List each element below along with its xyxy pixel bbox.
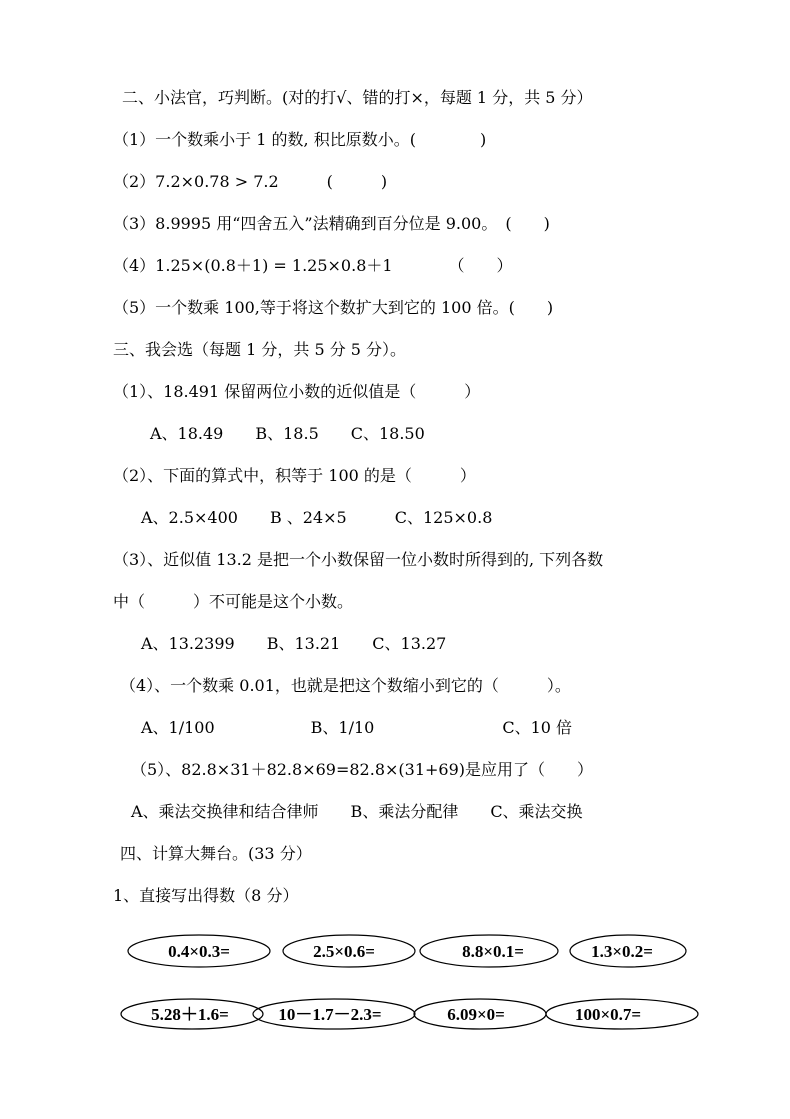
choice-options-2: A、2.5×400 B 、24×5 C、125×0.8 [141,508,493,527]
choice-question-5: （5）、82.8×31＋82.8×69=82.8×(31+69)是应用了（ ） [131,760,594,779]
judge-item-5: （5）一个数乘 100,等于将这个数扩大到它的 100 倍。( ) [113,298,554,317]
calc-text-1-2: 2.5×0.6= [313,942,375,961]
choice-question-4: （4）、一个数乘 0.01，也就是把这个数缩小到它的（ ）。 [120,676,571,695]
choice-question-1: （1）、18.491 保留两位小数的近似值是（ ） [113,382,481,401]
choice-options-3: A、13.2399 B、13.21 C、13.27 [141,634,447,653]
judge-item-3: （3）8.9995 用“四舍五入”法精确到百分位是 9.00。 ( ) [113,214,550,233]
judge-item-4: （4）1.25×(0.8＋1) = 1.25×0.8＋1 （ ） [113,256,513,275]
calc-oval-1-3 [420,935,558,967]
judge-item-2: （2）7.2×0.78 > 7.2 ( ) [113,172,388,191]
section-2-title: 二、小法官，巧判断。(对的打√、错的打×，每题 1 分，共 5 分） [122,88,593,107]
calc-text-2-1: 5.28＋1.6= [151,1005,229,1024]
judge-item-1: （1）一个数乘小于 1 的数, 积比原数小。( ) [113,130,487,149]
choice-options-4: A、1/100 B、1/10 C、10 倍 [141,718,573,737]
calc-oval-2-4 [546,999,698,1029]
calc-oval-1-1 [128,935,270,967]
calc-text-2-2: 10－1.7－2.3= [278,1005,382,1024]
direct-calc-heading: 1、直接写出得数（8 分） [113,886,299,905]
calc-oval-2-1 [121,999,263,1029]
calc-text-2-4: 100×0.7= [574,1005,642,1024]
calc-oval-1-4 [570,935,686,967]
calc-text-1-4: 1.3×0.2= [591,942,653,961]
choice-question-3-line1: （3）、近似值 13.2 是把一个小数保留一位小数时所得到的, 下列各数 [113,550,604,569]
choice-question-3-line2: 中（ ）不可能是这个小数。 [113,592,354,611]
choice-question-2: （2）、下面的算式中，积等于 100 的是（ ） [113,466,476,485]
calc-text-1-1: 0.4×0.3= [168,942,230,961]
calc-oval-2-2 [253,999,415,1029]
section-3-title: 三、我会选（每题 1 分，共 5 分 5 分）。 [113,340,407,359]
choice-options-1: A、18.49 B、18.5 C、18.50 [150,424,425,443]
calc-oval-1-2 [283,935,415,967]
calc-text-1-3: 8.8×0.1= [462,942,524,961]
choice-options-5: A、乘法交换律和结合律师 B、乘法分配律 C、乘法交换 [131,802,583,821]
section-4-title: 四、计算大舞台。(33 分） [120,844,312,863]
calc-text-2-3: 6.09×0= [447,1005,505,1024]
calc-oval-2-3 [414,999,546,1029]
